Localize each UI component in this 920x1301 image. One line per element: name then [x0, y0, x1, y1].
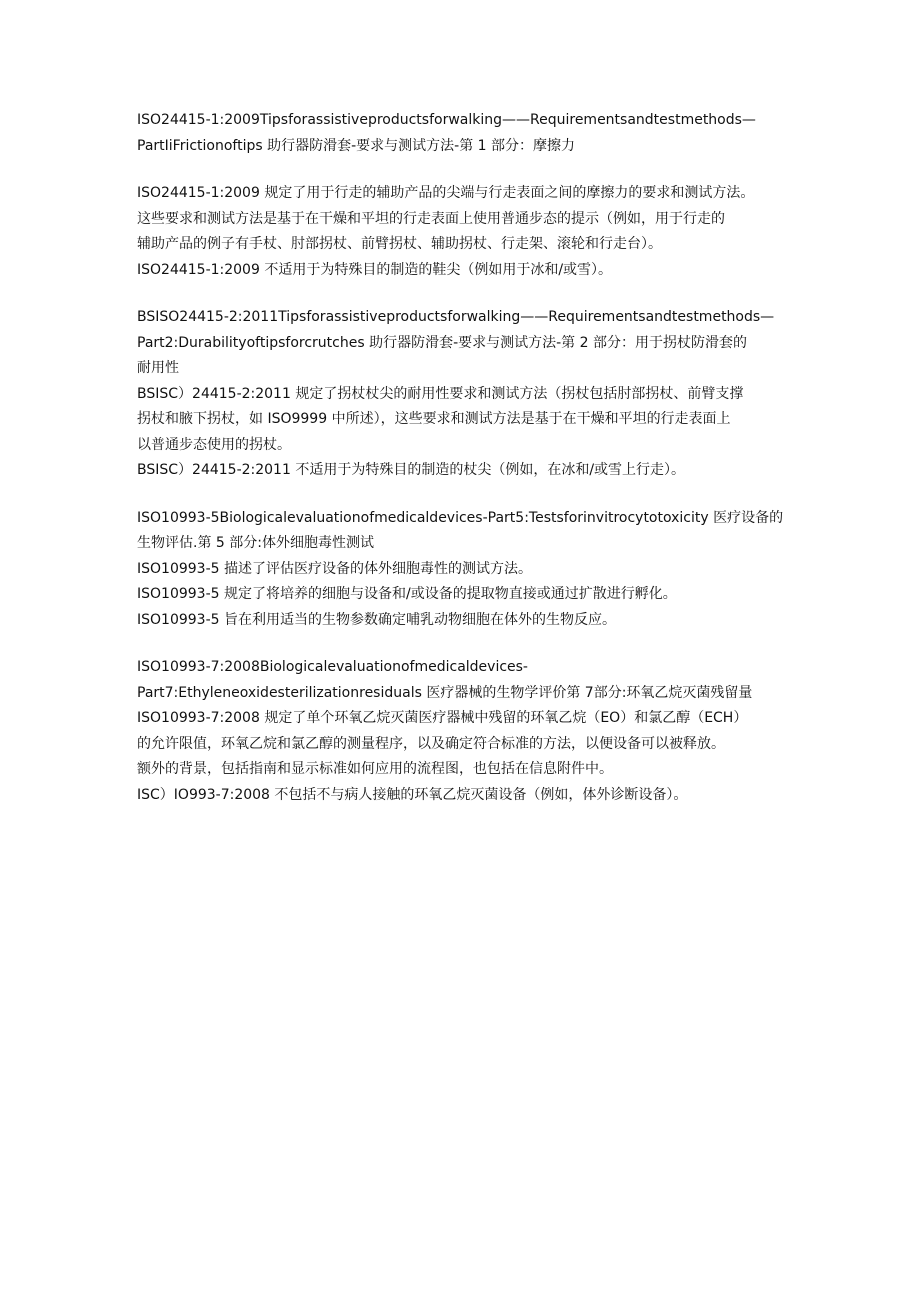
- text-line: 额外的背景，包括指南和显示标准如何应用的流程图，也包括在信息附件中。: [137, 761, 613, 777]
- section-bsiso24415-2: [137, 305, 797, 484]
- text-line: 以普通步态使用的拐杖。: [137, 436, 291, 453]
- text-line: ISO24415-1:2009Tipsforassistiveproductsforwalking——Requirementsandtestmethods—: [137, 112, 756, 128]
- text-line: ISO24415-1:2009 不适用于为特殊目的制造的鞋尖（例如用于冰和/或雪）。: [137, 261, 613, 278]
- text-line: ISO10993-5 旨在利用适当的生物参数确定哺乳动物细胞在体外的生物反应。: [137, 611, 616, 628]
- text-line: Part7:Ethyleneoxidesterilizationresiduals 医疗器械的生物学评价第 7部分:环氧乙烷灭菌残留量: [137, 684, 753, 701]
- text-line: 生物评估.第 5 部分:体外细胞毒性测试: [137, 535, 374, 551]
- document-body: [137, 108, 797, 830]
- text-line: ISO24415-1:2009 规定了用于行走的辅助产品的尖端与行走表面之间的摩擦力的要求和测试方法。: [137, 185, 755, 201]
- text-line: ISC）IO993-7:2008 不包括不与病人接触的环氧乙烷灭菌设备（例如，体外诊断设备）。: [137, 786, 688, 803]
- text-line: ISO10993-5 描述了评估医疗设备的体外细胞毒性的测试方法。: [137, 560, 532, 577]
- text-line: ISO10993-5 规定了将培养的细胞与设备和/或设备的提取物直接或通过扩散进行孵化。: [137, 586, 677, 602]
- text-line: BSISC）24415-2:2011 不适用于为特殊目的制造的杖尖（例如，在冰和/或雪上行走）。: [137, 462, 686, 478]
- text-line: BSISO24415-2:2011Tipsforassistiveproductsforwalking——Requirementsandtestmethods—: [137, 309, 775, 325]
- text-line: Part2:Durabilityoftipsforcrutches 助行器防滑套-要求与测试方法-第 2 部分：用于拐杖防滑套的: [137, 334, 747, 351]
- text-line: BSISC）24415-2:2011 规定了拐杖杖尖的耐用性要求和测试方法（拐杖包括肘部拐杖、前臂支撑: [137, 385, 744, 402]
- text-line: ISO10993-7:2008Biologicalevaluationofmedicaldevices-: [137, 659, 528, 675]
- section-iso10993-7: [137, 655, 797, 808]
- text-line: 耐用性: [137, 360, 179, 376]
- text-line: 这些要求和测试方法是基于在干燥和平坦的行走表面上使用普通步态的提示（例如，用于行走的: [137, 210, 725, 227]
- text-line: 辅助产品的例子有手杖、肘部拐杖、前臂拐杖、辅助拐杖、行走架、滚轮和行走台）。: [137, 236, 662, 252]
- section-iso24415-1-description: [137, 181, 797, 283]
- section-iso24415-1-title: [137, 108, 797, 159]
- text-line: ISO10993-7:2008 规定了单个环氧乙烷灭菌医疗器械中残留的环氧乙烷（EO）和氯乙醇（ECH）: [137, 710, 748, 726]
- text-line: PartIiFrictionoftips 助行器防滑套-要求与测试方法-第 1 部分：摩擦力: [137, 137, 576, 154]
- text-line: 拐杖和腋下拐杖，如 ISO9999 中所述），这些要求和测试方法是基于在干燥和平坦的行走表面上: [137, 411, 731, 427]
- text-line: 的允许限值，环氧乙烷和氯乙醇的测量程序，以及确定符合标准的方法，以便设备可以被释放。: [137, 735, 725, 752]
- section-iso10993-5: [137, 506, 797, 634]
- text-line: ISO10993-5Biologicalevaluationofmedicaldevices-Part5:Testsforinvitrocytotoxicity 医疗设备的: [137, 509, 784, 526]
